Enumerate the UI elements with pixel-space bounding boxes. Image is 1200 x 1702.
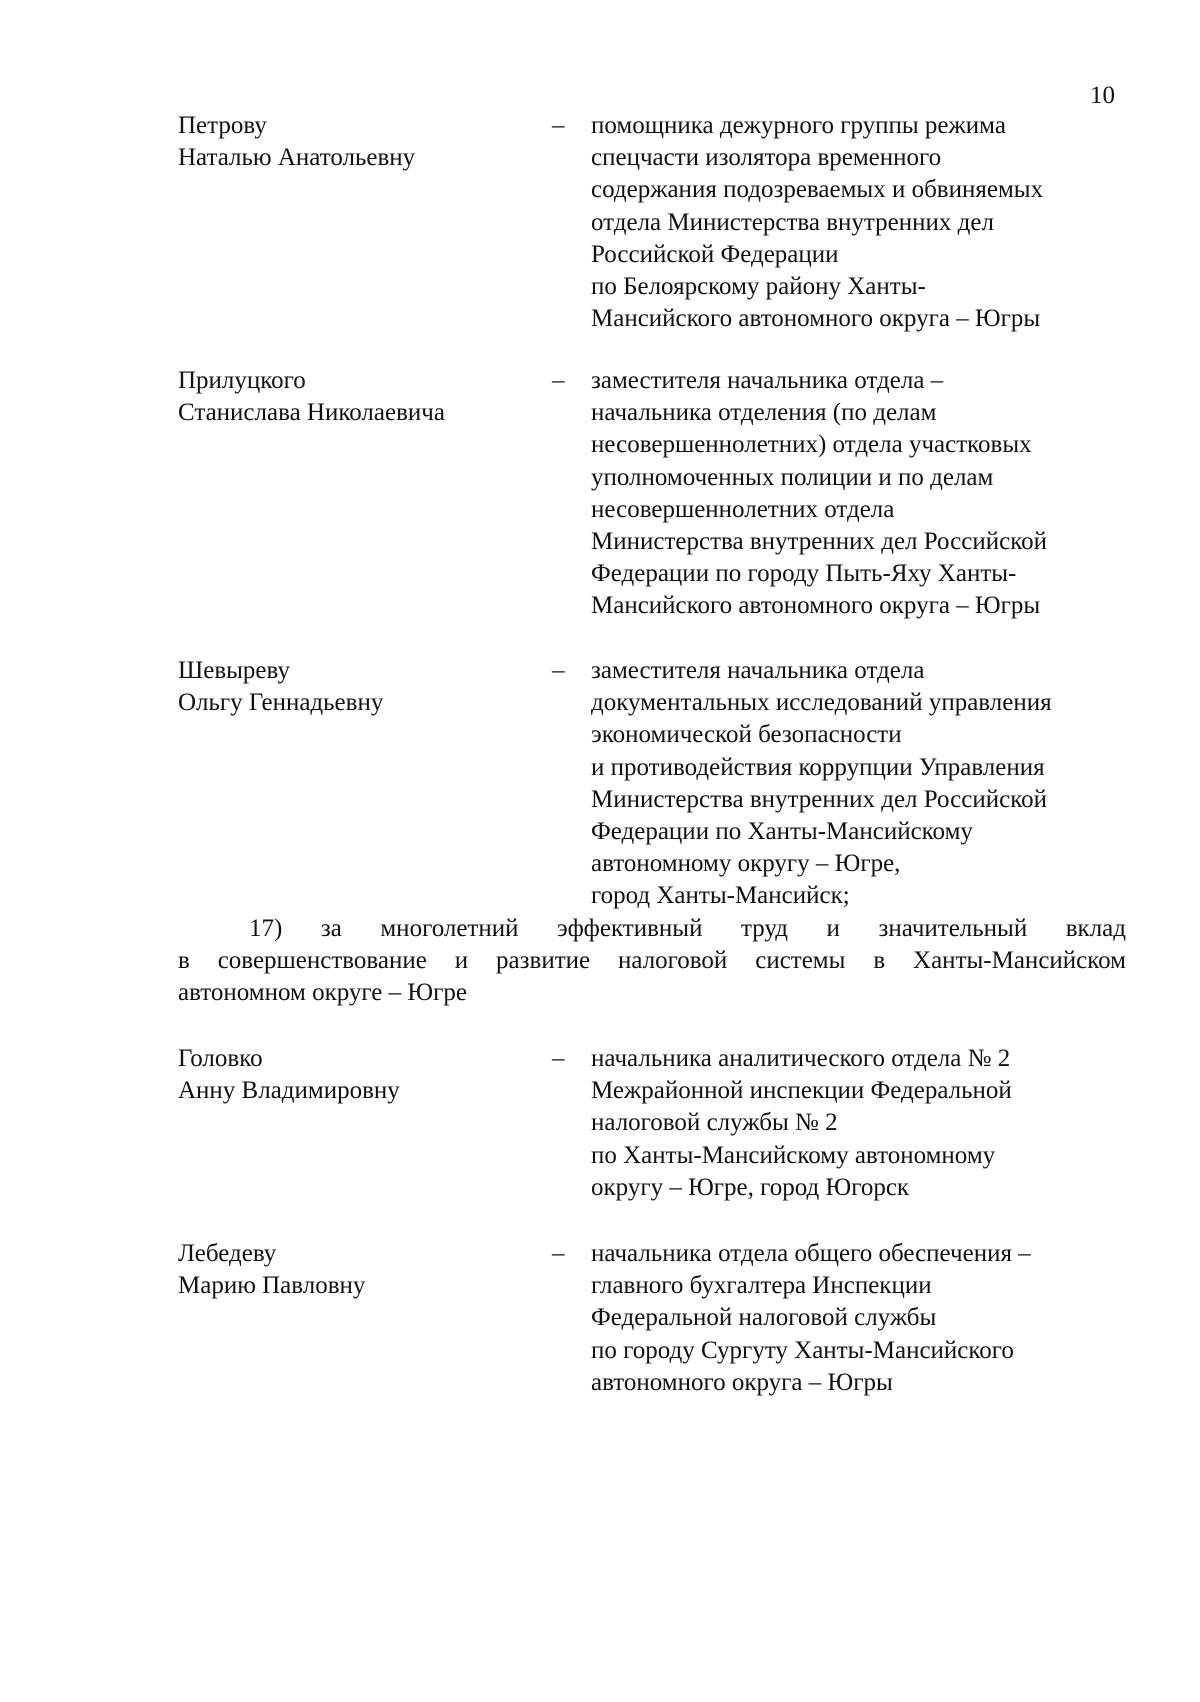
person-name	[178, 110, 518, 174]
position-line: Федеральной налоговой службы	[591, 1304, 937, 1332]
page-number: 10	[1090, 82, 1115, 109]
paragraph-line: в совершенствование и развитие налоговой системы в Ханты-Мансийском	[178, 947, 1126, 975]
position-description	[591, 1238, 1136, 1399]
entry-dash: –	[552, 367, 565, 394]
position-line: начальника аналитического отдела № 2	[591, 1045, 1011, 1072]
given-names: Наталью Анатольевну	[178, 144, 416, 172]
surname: Петрову	[178, 112, 267, 139]
paragraph-line: 17) за многолетний эффективный труд и значительный вклад	[249, 915, 1126, 942]
entry-dash: –	[552, 1240, 565, 1267]
position-line: Федерации по Ханты-Мансийскому	[591, 818, 973, 846]
position-line: спецчасти изолятора временного	[591, 144, 942, 172]
position-line: главного бухгалтера Инспекции	[591, 1272, 932, 1300]
position-line: помощника дежурного группы режима	[591, 112, 1006, 139]
position-line: уполномоченных полиции и по делам	[591, 463, 994, 491]
surname: Лебедеву	[178, 1240, 277, 1267]
person-name	[178, 655, 518, 719]
position-line: Министерства внутренних дел Российской	[591, 528, 1047, 556]
position-line: содержания подозреваемых и обвиняемых	[591, 176, 1044, 204]
person-name	[178, 1238, 518, 1302]
position-line: несовершеннолетних отдела	[591, 495, 895, 523]
position-line: несовершеннолетних) отдела участковых	[591, 431, 1032, 459]
entry-dash: –	[552, 112, 565, 139]
person-name	[178, 365, 518, 429]
position-line: начальника отделения (по делам	[591, 399, 937, 427]
position-line: автономного округа – Югры	[591, 1368, 893, 1396]
person-name	[178, 1043, 518, 1107]
surname: Шевыреву	[178, 657, 290, 684]
position-line: Министерства внутренних дел Российской	[591, 785, 1047, 813]
position-line: заместителя начальника отдела	[591, 657, 925, 684]
given-names: Анну Владимировну	[178, 1077, 400, 1105]
surname: Прилуцкого	[178, 367, 306, 394]
position-line: по Ханты-Мансийскому автономному	[591, 1141, 996, 1169]
position-description	[591, 110, 1136, 335]
position-line: налоговой службы № 2	[591, 1109, 838, 1137]
position-line: Мансийского автономного округа – Югры	[591, 305, 1041, 333]
given-names: Станислава Николаевича	[178, 399, 445, 427]
position-line: и противодействия коррупции Управления	[591, 753, 1045, 781]
position-description	[591, 655, 1136, 913]
position-line: по Белоярскому району Ханты-	[591, 273, 926, 301]
position-line: отдела Министерства внутренних дел	[591, 208, 994, 236]
position-line: по городу Сургуту Ханты-Мансийского	[591, 1336, 1014, 1364]
position-description	[591, 365, 1136, 623]
position-line: Мансийского автономного округа – Югры	[591, 592, 1041, 620]
position-line: город Ханты-Мансийск;	[591, 882, 850, 910]
award-clause-paragraph	[178, 913, 1126, 1010]
given-names: Ольгу Геннадьевну	[178, 689, 384, 717]
given-names: Марию Павловну	[178, 1272, 366, 1300]
position-line: автономному округу – Югре,	[591, 850, 901, 878]
surname: Головко	[178, 1045, 263, 1072]
position-line: округу – Югре, город Югорск	[591, 1173, 910, 1201]
position-line: экономической безопасности	[591, 721, 902, 749]
position-line: документальных исследований управления	[591, 689, 1052, 717]
position-description	[591, 1043, 1136, 1204]
entry-dash: –	[552, 657, 565, 684]
position-line: заместителя начальника отдела –	[591, 367, 944, 394]
position-line: начальника отдела общего обеспечения –	[591, 1240, 1031, 1267]
position-line: Российской Федерации	[591, 240, 839, 268]
entry-dash: –	[552, 1045, 565, 1072]
position-line: Федерации по городу Пыть-Яху Ханты-	[591, 560, 1017, 588]
position-line: Межрайонной инспекции Федеральной	[591, 1077, 1012, 1105]
paragraph-line: автономном округе – Югре	[178, 979, 467, 1007]
